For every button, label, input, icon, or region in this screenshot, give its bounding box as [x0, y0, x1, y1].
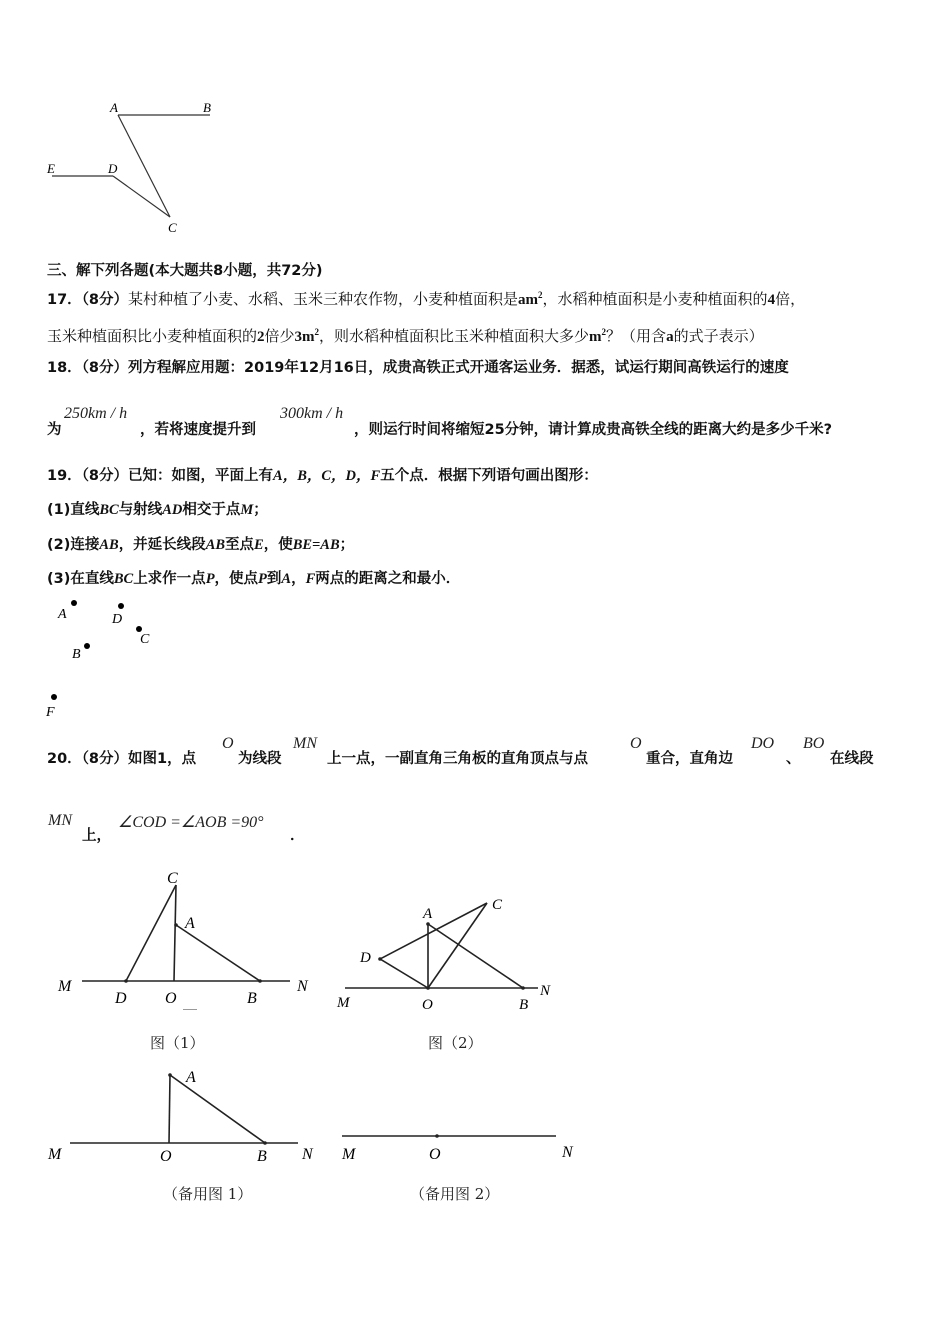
q19-var: AD — [162, 502, 183, 518]
q17-text: ，则水稻种植面积比玉米种植面积大多少 — [319, 327, 590, 345]
q19-text: ，使点 — [214, 571, 259, 587]
q17-sup: 2 — [314, 327, 320, 337]
label-D: D — [360, 950, 371, 966]
label-O: O — [160, 1148, 172, 1165]
label-N: N — [302, 1146, 313, 1163]
q17-term: am — [518, 292, 539, 308]
q17-text: 倍少 — [264, 327, 295, 345]
label-O: O — [422, 997, 433, 1013]
q19-var: P — [205, 571, 215, 587]
label-A: A — [423, 906, 433, 922]
q20-text: ． — [290, 828, 305, 844]
q18-line2-a: 为 — [47, 422, 62, 438]
q19-var: AB — [205, 537, 226, 553]
q19-intro — [47, 466, 598, 486]
label-C: C — [492, 897, 503, 913]
q19-text: 上求作一点 — [133, 571, 206, 587]
q18-text: 列方程解应用题：2019年12月16日，成贵高铁正式开通客运业务．据悉，试运行期间高铁运行的速度 — [128, 360, 789, 376]
q17-term: 2 — [257, 329, 265, 345]
label-A: A — [110, 100, 118, 115]
q20-var-DO: DO — [751, 735, 775, 752]
q17-sup: 2 — [601, 327, 607, 337]
point-B: B — [72, 647, 81, 662]
q17-score: （8分） — [81, 292, 129, 308]
q20-angle: ∠COD =∠AOB =90° — [118, 814, 264, 831]
q19-step3 — [47, 569, 460, 589]
q17-term: a — [666, 329, 674, 345]
q19-step2 — [47, 535, 354, 555]
q19-text: ，并延长线段 — [118, 537, 206, 553]
q20-number: 20． — [47, 751, 82, 767]
q20-var-MN: MN — [293, 735, 317, 752]
label-C: C — [168, 220, 177, 235]
section-title: 三、解下列各题(本大题共8小题，共72分) — [47, 263, 323, 279]
q17-text: 倍， — [775, 290, 806, 308]
label-O: O — [165, 990, 177, 1007]
label-E: E — [47, 161, 55, 176]
q18-speed2: 300km / h — [280, 405, 344, 422]
q19-text: (2)连接 — [47, 537, 100, 553]
q19-points: A，B，C，D，F — [273, 468, 381, 484]
q19-var: BE=AB — [292, 537, 340, 553]
q19-text: (3)在直线 — [47, 571, 114, 587]
q19-text: 至点 — [225, 537, 255, 553]
q20-text: 为线段 — [238, 751, 282, 767]
label-A: A — [185, 915, 195, 932]
q18-score: （8分） — [81, 360, 129, 376]
label-N: N — [297, 978, 308, 995]
q20-text: 重合，直角边 — [646, 751, 733, 767]
q19-var: F — [305, 571, 316, 587]
q17-text: 的式子表示） — [673, 327, 764, 345]
q17-text: 某村种植了小麦、水稻、玉米三种农作物，小麦种植面积是 — [128, 290, 519, 308]
spare-figure-1 — [40, 1060, 330, 1170]
point-A: A — [58, 607, 67, 622]
spare-figure-1-caption: （备用图 1） — [163, 1185, 253, 1203]
q17-text: ？（用含 — [606, 327, 667, 345]
point-D: D — [112, 612, 123, 627]
q17-text: 玉米种植面积比小麦种植面积的 — [47, 327, 258, 345]
q19-text: 相交于点 — [182, 502, 241, 518]
q18-line1 — [47, 358, 789, 378]
q19-text: 两点的距离之和最小． — [315, 571, 461, 587]
q19-text: ， — [291, 571, 306, 587]
q19-var: BC — [113, 571, 134, 587]
label-B: B — [203, 100, 211, 115]
q19-text: (1)直线 — [47, 502, 100, 518]
figure-five-points — [40, 590, 200, 730]
q20-var-O: O — [222, 735, 234, 752]
q19-var: M — [240, 502, 254, 518]
label-A: A — [186, 1069, 196, 1086]
q19-text: ，使 — [263, 537, 293, 553]
label-B: B — [247, 990, 257, 1007]
q19-score: （8分） — [81, 468, 129, 484]
q19-var: A — [281, 571, 292, 587]
q17-line1 — [47, 285, 805, 310]
q18-line2-b: ，若将速度提升到 — [140, 422, 256, 438]
q20-var-MN: MN — [48, 812, 72, 829]
q20-score: （8分） — [81, 751, 129, 767]
q19-var: E — [254, 537, 264, 553]
q19-var: P — [258, 571, 267, 587]
q17-number: 17． — [47, 292, 82, 308]
q17-text: ，水稻种植面积是小麦种植面积的 — [542, 290, 768, 308]
q20-text: 在线段 — [830, 751, 874, 767]
label-D: D — [115, 990, 127, 1007]
figure-2-caption: 图（2） — [428, 1034, 483, 1052]
label-M: M — [48, 1146, 62, 1163]
q18-speed1: 250km / h — [64, 405, 128, 422]
q19-text: 与射线 — [118, 502, 163, 518]
q19-text: ； — [339, 537, 355, 553]
point-C: C — [140, 632, 150, 647]
spare-figure-2 — [330, 1120, 590, 1170]
label-O: O — [429, 1146, 441, 1163]
q19-text: 到 — [266, 571, 282, 587]
q20-text: 、 — [786, 751, 801, 767]
q20-var-O: O — [630, 735, 642, 752]
q19-text: 五个点．根据下列语句画出图形： — [380, 468, 598, 484]
q20-text: 上， — [82, 828, 111, 844]
q17-term: m — [589, 329, 602, 345]
q20-text: 上一点，一副直角三角板的直角顶点与点 — [327, 751, 588, 767]
figure-1-caption: 图（1） — [150, 1034, 205, 1052]
q17-term: 3m — [294, 329, 315, 345]
q19-step1 — [47, 500, 268, 520]
q18-number: 18． — [47, 360, 82, 376]
label-C: C — [167, 870, 178, 887]
label-M: M — [58, 978, 72, 995]
figure-parallel-lines — [40, 95, 240, 240]
q19-number: 19． — [47, 468, 82, 484]
q20-text: 如图1，点 — [128, 751, 197, 767]
label-N: N — [562, 1144, 573, 1161]
label-M: M — [342, 1146, 356, 1163]
q19-text: ； — [253, 502, 268, 518]
spare-figure-2-caption: （备用图 2） — [410, 1185, 500, 1203]
figure-2 — [330, 880, 580, 1030]
label-M: M — [337, 995, 350, 1011]
q17-term: 4 — [767, 292, 776, 308]
point-F: F — [46, 705, 55, 720]
label-B: B — [257, 1148, 267, 1165]
q19-var: AB — [99, 537, 119, 553]
q19-var: BC — [99, 502, 119, 518]
label-N: N — [540, 983, 551, 999]
label-B: B — [519, 997, 529, 1013]
q20-var-BO: BO — [803, 735, 825, 752]
q19-text: 已知：如图，平面上有 — [128, 468, 274, 484]
q17-sup: 2 — [538, 290, 543, 300]
q18-line2-c: ，则运行时间将缩短25分钟，请计算成贵高铁全线的距离大约是多少千米? — [354, 422, 833, 438]
q20-line1 — [47, 749, 196, 769]
figure-1 — [40, 860, 330, 1010]
q17-line2 — [47, 322, 764, 347]
label-D: D — [108, 161, 118, 176]
